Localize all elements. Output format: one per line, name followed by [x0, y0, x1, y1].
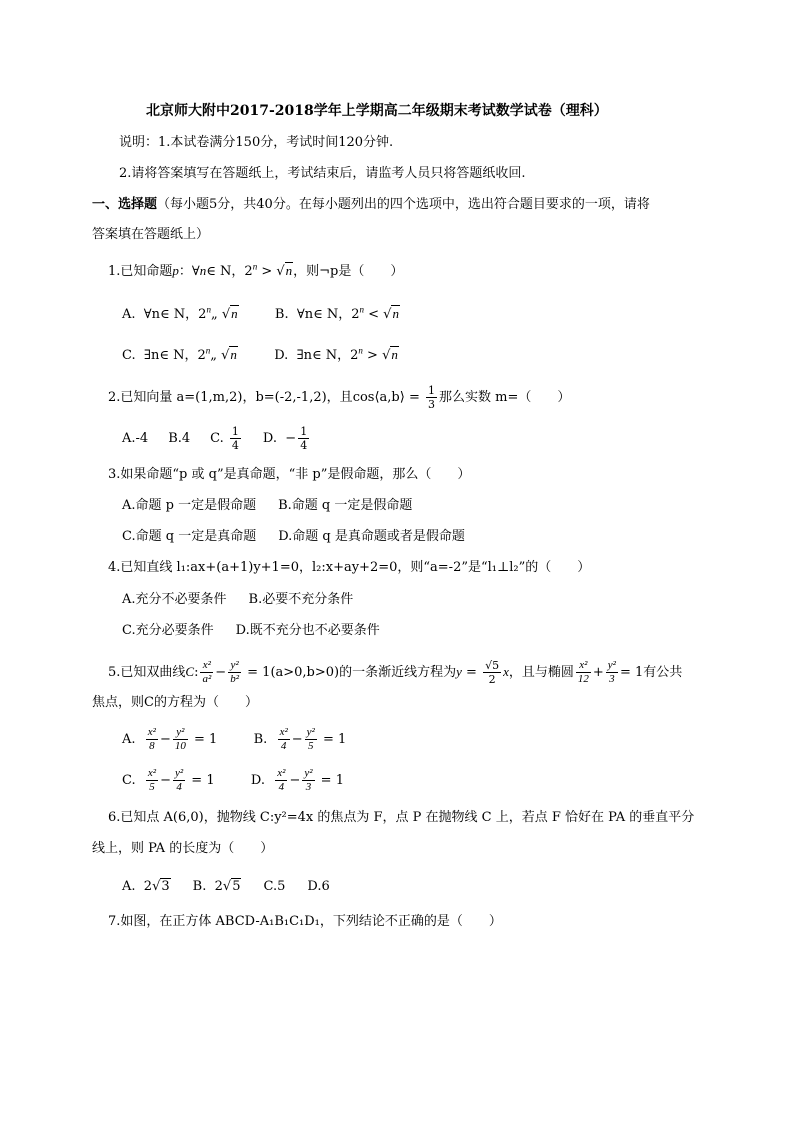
q5-d1-den: 4 — [278, 781, 285, 793]
q1-d-label: D. — [274, 348, 289, 363]
q5-c2-num: y² — [174, 767, 184, 779]
q5-c1-num: x² — [147, 767, 157, 779]
q1-two: 2 — [244, 264, 253, 279]
question-2-options — [122, 426, 311, 451]
q4-option-a[interactable]: A.充分不必要条件 — [122, 592, 227, 607]
q1-a-pre: ∀n∈ N， — [143, 307, 199, 322]
q1-c-rel: „ — [210, 348, 217, 363]
q5-e2-num: y² — [607, 659, 616, 671]
question-4-stem: 4.已知直线 l₁:ax+(a+1)y+1=0，l₂:x+ay+2=0，则“a=-2”是“l₁⊥l₂”的（ ） — [108, 560, 591, 575]
q5-b1-den: 4 — [280, 740, 287, 752]
q2-d-num: 1 — [300, 425, 308, 438]
q5-text-a: 5.已知双曲线 — [108, 665, 186, 680]
q3-option-a[interactable]: A.命题 p 一定是假命题 — [122, 498, 257, 513]
q1-d-rad: n — [391, 347, 398, 362]
q5-b-f1 — [278, 727, 290, 752]
q5-d-eq: = 1 — [316, 773, 344, 788]
question-1-options-cd — [122, 345, 399, 366]
q5-text-d: = 1有公共 — [619, 665, 683, 680]
q1-c-rad: n — [230, 347, 237, 362]
q1-d-two: 2 — [350, 348, 359, 363]
question-5-stem-2: 焦点，则C的方程为（ ） — [92, 695, 258, 710]
q5-a-label: A. — [122, 732, 136, 747]
q5-option-d[interactable] — [250, 767, 344, 793]
question-2-stem — [108, 385, 570, 410]
q5-e1-den: 12 — [577, 673, 589, 685]
q5-frac-e2 — [606, 660, 618, 685]
q5-var-y: y — [456, 664, 462, 679]
q5-a2-num: y² — [173, 727, 188, 740]
q5-c2-den: 4 — [176, 781, 182, 793]
q1-b-label: B. — [274, 307, 289, 322]
q5-d-minus: − — [289, 773, 301, 788]
question-5-stem — [108, 660, 682, 685]
question-6-options — [122, 877, 330, 897]
note-1: 说明：1.本试卷满分150分，考试时间120分钟. — [119, 135, 394, 150]
q5-a2-den: 10 — [174, 740, 186, 752]
q1-var-p: p — [172, 263, 179, 278]
q2-d-sign: − — [285, 431, 297, 446]
q1-option-c[interactable] — [122, 345, 238, 363]
q6-option-a[interactable] — [122, 879, 171, 894]
q6-a-label: A. — [122, 879, 136, 894]
question-5-options-ab — [122, 727, 346, 752]
section-1-desc-1: （每小题5分，共40分。在每小题列出的四个选项中，选出符合题目要求的一项，请将 — [157, 197, 650, 212]
q2-option-c[interactable] — [210, 425, 243, 452]
q1-c-two: 2 — [197, 348, 206, 363]
q1-a-sqrt: √n — [221, 306, 238, 322]
q5-c-eq: = 1 — [187, 773, 215, 788]
q2-option-b[interactable]: B.4 — [168, 431, 191, 446]
q6-b-sqrt: √5 — [222, 879, 241, 894]
section-1-line-1 — [92, 195, 650, 215]
q2-c-den: 4 — [231, 439, 239, 452]
q1-b-two: 2 — [351, 307, 360, 322]
q1-a-two: 2 — [198, 307, 207, 322]
question-6-stem-2: 线上，则 PA 的长度为（ ） — [92, 841, 274, 856]
q1-sqrt-n: √n — [276, 263, 293, 279]
q5-c-minus: − — [160, 773, 171, 788]
q1-option-a[interactable] — [122, 304, 239, 322]
q1-text-a: 1.已知命题 — [108, 264, 173, 279]
q3-option-d[interactable]: D.命题 q 是真命题或者是假命题 — [278, 529, 465, 544]
q3-option-b[interactable]: B.命题 q 一定是假命题 — [278, 498, 413, 513]
section-1-heading: 一、选择题 — [92, 197, 158, 212]
question-4-options-cd — [122, 621, 380, 641]
question-3-stem: 3.如果命题“p 或 q”是真命题，“非 p”是假命题，那么（ ） — [108, 467, 471, 482]
question-3-options-ab — [122, 496, 412, 516]
q5-text-c: ，且与椭圆 — [508, 665, 574, 680]
q2-option-d[interactable] — [262, 425, 311, 452]
q1-gt: > — [257, 264, 277, 279]
q1-d-rel: > — [362, 348, 383, 363]
q5-a-minus: − — [159, 732, 171, 747]
q5-var-c: C — [185, 664, 195, 679]
q5-a-eq: = 1 — [189, 732, 218, 747]
q5-frac-y — [228, 660, 241, 685]
q5-c-label: C. — [122, 773, 136, 788]
q1-text-c: ∈ N， — [206, 264, 245, 279]
q1-c-pre: ∃n∈ N， — [143, 348, 198, 363]
q5-b2-den: 5 — [308, 740, 314, 752]
q6-option-c[interactable]: C.5 — [263, 879, 286, 894]
q2-c-frac — [230, 426, 241, 451]
question-5-options-cd — [122, 768, 344, 793]
q5-frac-x — [200, 660, 213, 685]
q5-d2-den: 3 — [305, 781, 312, 793]
q2-frac-num: 1 — [427, 384, 435, 397]
q1-a-rel: „ — [210, 307, 218, 322]
q2-c-num: 1 — [231, 425, 239, 438]
q5-plus: + — [592, 665, 604, 680]
question-3-options-cd — [122, 527, 465, 547]
q5-frac-root — [483, 660, 501, 685]
q6-a-sqrt: √3 — [152, 879, 170, 894]
q5-var-x: x — [503, 664, 509, 679]
q1-d-exp: n — [358, 345, 363, 356]
q5-root-num: √5 — [485, 659, 500, 672]
q5-b2-num: y² — [306, 726, 315, 738]
q5-b1-num: x² — [279, 726, 288, 738]
q2-fraction — [426, 385, 437, 410]
q5-root-den: 2 — [488, 673, 496, 686]
q5-option-b[interactable] — [253, 726, 347, 752]
q4-option-d[interactable]: D.既不充分也不必要条件 — [235, 623, 380, 638]
q2-d-frac — [298, 426, 309, 451]
q2-text-a: 2.已知向量 a=(1,m,2)，b=(-2,-1,2)，且 — [108, 390, 353, 405]
q1-exp: n — [252, 261, 258, 272]
q2-d-label: D. — [262, 431, 278, 446]
q5-b-eq: = 1 — [318, 732, 347, 747]
q2-c-label: C. — [210, 431, 224, 446]
q5-a-f1 — [146, 727, 158, 752]
question-1-stem — [108, 261, 403, 282]
q6-a-coef: 2 — [143, 879, 153, 894]
q5-f2-den: b² — [230, 673, 239, 685]
question-1-options-ab — [122, 304, 400, 325]
q1-b-sqrt: √n — [383, 306, 399, 322]
q5-d2-num: y² — [304, 767, 313, 779]
q5-d-label: D. — [250, 773, 265, 788]
q6-b-coef: 2 — [214, 879, 223, 894]
q5-a-f2 — [173, 727, 188, 752]
exam-title: 北京师大附中2017-2018学年上学期高二年级期末考试数学试卷（理科） — [146, 103, 608, 119]
q5-minus: − — [215, 665, 227, 680]
q5-f1-den: a² — [202, 673, 212, 685]
q1-a-label: A. — [122, 307, 136, 322]
q5-d-f1 — [275, 768, 287, 793]
q4-option-b[interactable]: B.必要不充分条件 — [248, 592, 354, 607]
q1-d-sqrt: √n — [382, 347, 398, 363]
q1-c-label: C. — [122, 348, 136, 363]
q5-text-b: (a>0,b>0)的一条渐近线方程为 — [270, 665, 457, 680]
q1-text-b: ：∀ — [178, 264, 200, 279]
q5-option-c[interactable] — [122, 767, 215, 793]
q1-a-rad: n — [231, 306, 238, 321]
q1-a-exp: n — [206, 304, 211, 315]
q1-b-rel: < — [364, 307, 384, 322]
question-7-stem: 7.如图，在正方体 ABCD-A₁B₁C₁D₁，下列结论不正确的是（ ） — [108, 914, 502, 929]
q5-b-label: B. — [253, 732, 268, 747]
q1-c-exp: n — [205, 345, 211, 356]
q6-a-rad: 3 — [161, 879, 170, 894]
note-2: 2.请将答案填写在答题纸上，考试结束后，请监考人员只将答题纸收回. — [119, 166, 526, 181]
q1-d-pre: ∃n∈ N， — [296, 348, 351, 363]
q5-colon: : — [194, 665, 199, 680]
q2-frac-den: 3 — [427, 398, 435, 411]
q5-a1-den: 8 — [149, 740, 155, 752]
q1-c-sqrt: √n — [221, 347, 237, 363]
q5-e1-num: x² — [576, 660, 591, 673]
q5-eq: = 1 — [243, 665, 271, 680]
q5-eqs: = — [461, 665, 482, 680]
q5-b-minus: − — [291, 732, 303, 747]
q1-b-exp: n — [359, 304, 364, 315]
q1-b-pre: ∀n∈ N， — [296, 307, 352, 322]
q5-a1-num: x² — [147, 726, 156, 738]
q1-option-b[interactable] — [274, 304, 400, 322]
q1-var-n: n — [199, 263, 207, 278]
q6-option-b[interactable] — [193, 879, 242, 894]
q1-b-rad: n — [392, 306, 399, 321]
question-6-stem-1: 6.已知点 A(6,0)，抛物线 C:y²=4x 的焦点为 F，点 P 在抛物线 C 上，若点 F 恰好在 PA 的垂直平分 — [108, 810, 695, 825]
q1-text-d: ，则¬p是（ ） — [293, 264, 404, 279]
q5-c-f1 — [146, 768, 158, 793]
q2-d-den: 4 — [300, 439, 308, 452]
q5-e2-den: 3 — [609, 673, 615, 685]
question-4-options-ab — [122, 590, 353, 610]
q5-d-f2 — [302, 768, 314, 793]
q5-d1-num: x² — [277, 767, 286, 779]
q2-cos: cos⟨a,b⟩ = — [352, 390, 424, 405]
q5-f1-num: x² — [200, 660, 213, 673]
q2-text-b: 那么实数 m=（ ） — [438, 390, 571, 405]
q4-option-c[interactable]: C.充分必要条件 — [122, 623, 214, 638]
q5-f2-num: y² — [228, 660, 241, 673]
q5-option-a[interactable] — [122, 726, 218, 752]
q6-option-d[interactable]: D.6 — [307, 879, 330, 894]
q6-b-label: B. — [192, 879, 207, 894]
q5-b-f2 — [305, 727, 317, 752]
q5-c1-den: 5 — [149, 781, 155, 793]
q2-option-a[interactable]: A.-4 — [122, 431, 149, 446]
section-1-desc-2: 答案填在答题纸上） — [92, 227, 210, 242]
q1-option-d[interactable] — [274, 345, 399, 363]
q5-c-f2 — [173, 768, 185, 793]
q5-frac-e1 — [576, 660, 591, 685]
q3-option-c[interactable]: C.命题 q 一定是真命题 — [122, 529, 257, 544]
q6-b-rad: 5 — [232, 879, 241, 894]
q1-sqrt-rad: n — [285, 263, 293, 278]
